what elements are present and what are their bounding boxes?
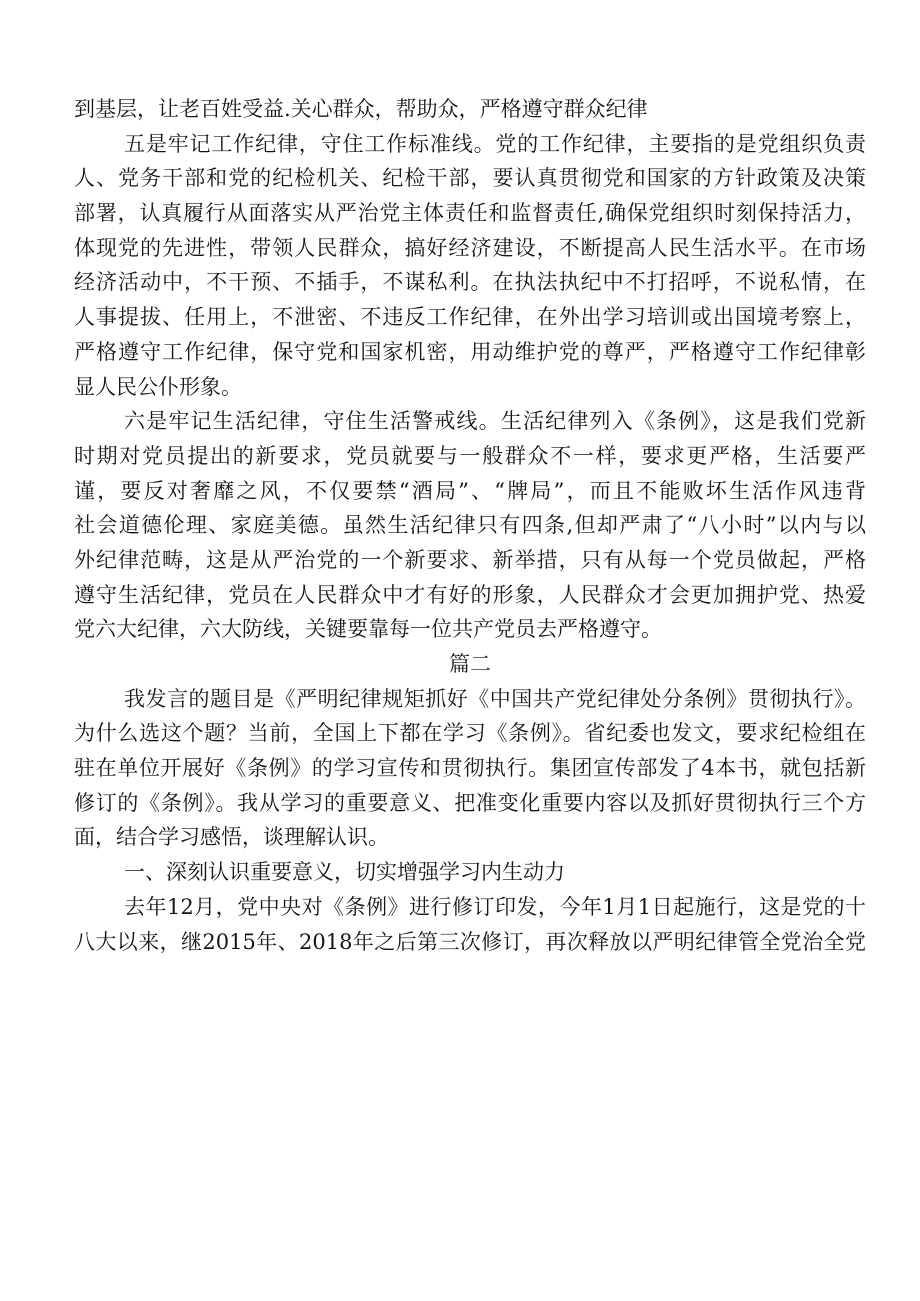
paragraph-line: 到基层，让老百姓受益.关心群众，帮助众，严格遵守群众纪律 [74, 97, 648, 121]
paragraph-line: 严格遵守工作纪律，保守党和国家机密，用动维护党的尊严，严格遵守工作纪律彰 [74, 339, 866, 364]
paragraph-line: 去年12月，党中央对《条例》进行修订印发，今年1月1日起施行，这是党的十 [124, 894, 866, 919]
paragraph-line: 外纪律范畴，这是从严治党的一个新要求、新举措，只有从每一个党员做起，严格 [74, 547, 866, 572]
paragraph-line: 人事提拔、任用上，不泄密、不违反工作纪律，在外出学习培训或出国境考察上， [74, 305, 866, 330]
paragraph-line: 一、深刻认识重要意义，切实增强学习内生动力 [124, 860, 565, 885]
paragraph-line: 部署，认真履行从面落实从严治党主体责任和监督责任,确保党组织时刻保持活力， [74, 201, 866, 226]
paragraph-line: 社会道德伦理、家庭美德。虽然生活纪律只有四条,但却严肃了“八小时”以内与以 [74, 513, 866, 538]
paragraph-line: 修订的《条例》。我从学习的重要意义、把准变化重要内容以及抓好贯彻执行三个方 [74, 790, 866, 815]
paragraph-line: 显人民公仆形象。 [74, 374, 242, 399]
paragraph-line: 党六大纪律，六大防线，关键要靠每一位共产党员去严格遵守。 [74, 617, 662, 642]
paragraph-line: 五是牢记工作纪律，守住工作标准线。党的工作纪律，主要指的是党组织负责 [124, 131, 866, 156]
paragraph-line: 时期对党员提出的新要求，党员就要与一般群众不一样，要求更严格，生活要严 [74, 443, 866, 468]
paragraph-line: 我发言的题目是《严明纪律规矩抓好《中国共产党纪律处分条例》贯彻执行》。 [124, 686, 866, 711]
paragraph-line: 六是牢记生活纪律，守住生活警戒线。生活纪律列入《条例》，这是我们党新 [124, 409, 866, 434]
paragraph-line: 人、党务干部和党的纪检机关、纪检干部，要认真贯彻党和国家的方针政策及决策 [74, 166, 866, 191]
paragraph-line: 谨，要反对奢靡之风，不仅要禁“酒局”、“牌局”，而且不能败坏生活作风违背 [74, 478, 866, 503]
paragraph-line: 遵守生活纪律，党员在人民群众中才有好的形象，人民群众才会更加拥护党、热爱 [74, 582, 866, 607]
section-heading: 篇二 [449, 652, 491, 676]
document-body [74, 92, 866, 959]
paragraph-line: 体现党的先进性，带领人民群众，搞好经济建设，不断提高人民生活水平。在市场 [74, 235, 866, 260]
paragraph-line: 八大以来，继2015年、2018年之后第三次修订，再次释放以严明纪律管全党治全党 [74, 929, 866, 954]
paragraph-line: 经济活动中，不干预、不插手，不谋私利。在执法执纪中不打招呼，不说私情，在 [74, 270, 866, 295]
paragraph-line: 驻在单位开展好《条例》的学习宣传和贯彻执行。集团宣传部发了4本书，就包括新 [74, 756, 866, 781]
paragraph-line: 为什么选这个题？当前，全国上下都在学习《条例》。省纪委也发文，要求纪检组在 [74, 721, 866, 746]
paragraph-line: 面，结合学习感悟，谈理解认识。 [74, 825, 389, 850]
